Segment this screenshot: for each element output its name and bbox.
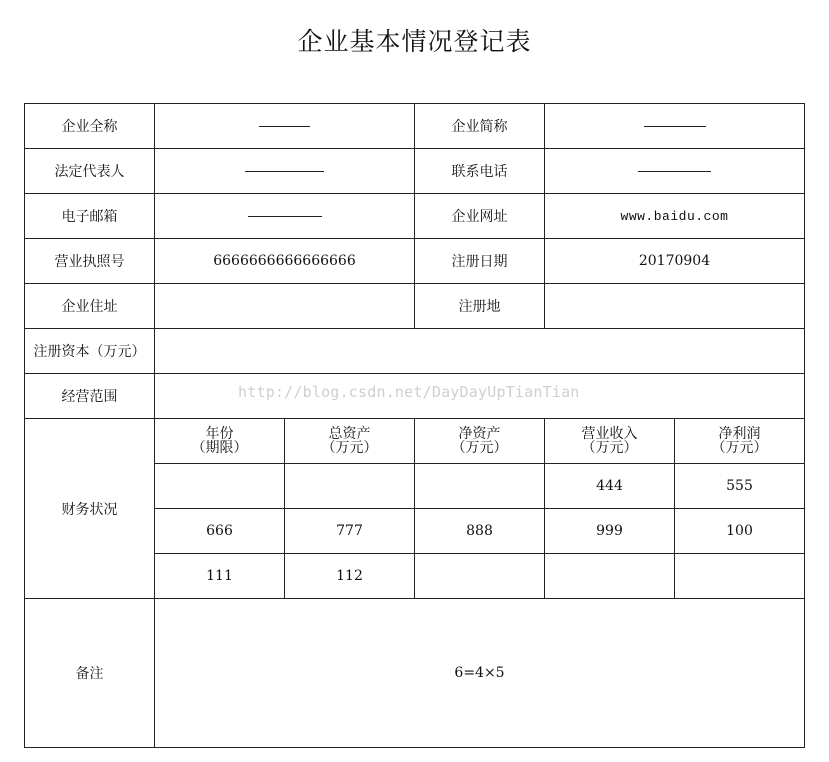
finance-cell[interactable] xyxy=(155,464,285,509)
blank-line xyxy=(248,216,322,217)
finance-cell[interactable]: 112 xyxy=(285,554,415,599)
finance-header-line2: （万元） xyxy=(451,440,508,456)
finance-cell[interactable]: 555 xyxy=(675,464,805,509)
registration-form-table xyxy=(24,103,805,748)
label-reg-date: 注册日期 xyxy=(415,239,545,284)
finance-cell[interactable] xyxy=(285,464,415,509)
legal-rep-field[interactable] xyxy=(155,149,415,194)
finance-cell[interactable]: 666 xyxy=(155,509,285,554)
label-legal-rep: 法定代表人 xyxy=(25,149,155,194)
blank-line xyxy=(245,171,324,172)
reg-capital-field[interactable] xyxy=(155,329,805,374)
reg-place-field[interactable] xyxy=(545,284,805,329)
label-remarks: 备注 xyxy=(25,599,155,748)
finance-header-line1: 营业收入 xyxy=(581,426,638,442)
reg-date-value[interactable]: 20170904 xyxy=(545,239,805,284)
finance-cell[interactable] xyxy=(545,554,675,599)
finance-cell[interactable]: 999 xyxy=(545,509,675,554)
finance-header-line2: （期限） xyxy=(191,440,248,456)
finance-cell[interactable]: 888 xyxy=(415,509,545,554)
finance-header-line2: （万元） xyxy=(581,440,638,456)
finance-cell[interactable]: 777 xyxy=(285,509,415,554)
finance-cell[interactable]: 100 xyxy=(675,509,805,554)
finance-cell[interactable] xyxy=(415,464,545,509)
finance-cell[interactable] xyxy=(675,554,805,599)
label-email: 电子邮箱 xyxy=(25,194,155,239)
finance-header-line2: （万元） xyxy=(711,440,768,456)
finance-header-line1: 年份 xyxy=(205,426,234,442)
finance-cell[interactable] xyxy=(415,554,545,599)
finance-header-line1: 净资产 xyxy=(458,426,501,442)
label-business-scope: 经营范围 xyxy=(25,374,155,419)
label-financials: 财务状况 xyxy=(25,419,155,599)
company-short-name-field[interactable] xyxy=(545,104,805,149)
finance-cell[interactable]: 444 xyxy=(545,464,675,509)
license-no-value[interactable]: 6666666666666666 xyxy=(155,239,415,284)
blank-line xyxy=(638,171,711,172)
label-address: 企业住址 xyxy=(25,284,155,329)
watermark-url: http://blog.csdn.net/DayDayUpTianTian xyxy=(238,383,580,401)
website-value[interactable]: www.baidu.com xyxy=(545,194,805,239)
label-company-full-name: 企业全称 xyxy=(25,104,155,149)
finance-header-net-assets xyxy=(415,419,545,464)
finance-header-net-profit xyxy=(675,419,805,464)
label-contact-phone: 联系电话 xyxy=(415,149,545,194)
label-website: 企业网址 xyxy=(415,194,545,239)
page-title: 企业基本情况登记表 xyxy=(297,27,532,56)
finance-header-total-assets xyxy=(285,419,415,464)
label-reg-place: 注册地 xyxy=(415,284,545,329)
finance-header-year xyxy=(155,419,285,464)
finance-header-revenue xyxy=(545,419,675,464)
blank-line xyxy=(644,126,706,127)
email-field[interactable] xyxy=(155,194,415,239)
company-full-name-field[interactable] xyxy=(155,104,415,149)
label-company-short-name: 企业简称 xyxy=(415,104,545,149)
blank-line xyxy=(259,126,310,127)
finance-header-line1: 总资产 xyxy=(328,426,371,442)
finance-cell[interactable]: 111 xyxy=(155,554,285,599)
finance-header-line1: 净利润 xyxy=(718,426,761,442)
contact-phone-field[interactable] xyxy=(545,149,805,194)
remarks-value[interactable]: 6=4×5 xyxy=(155,599,805,748)
finance-header-line2: （万元） xyxy=(321,440,378,456)
label-reg-capital: 注册资本（万元） xyxy=(25,329,155,374)
label-license-no: 营业执照号 xyxy=(25,239,155,284)
address-field[interactable] xyxy=(155,284,415,329)
